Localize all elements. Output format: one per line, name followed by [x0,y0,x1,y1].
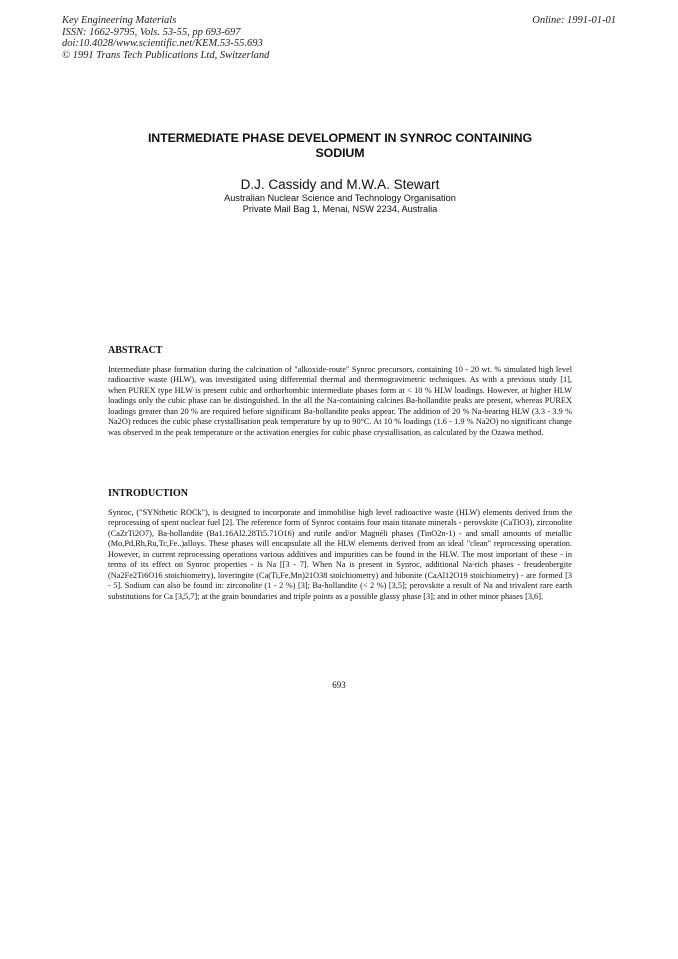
page-number: 693 [332,680,346,690]
issn-line: ISSN: 1662-9795, Vols. 53-55, pp 693-697 [62,26,241,38]
title-line-1: INTERMEDIATE PHASE DEVELOPMENT IN SYNROC CONTAINING [147,131,533,145]
introduction-heading: INTRODUCTION [108,488,189,499]
title-line-2: SODIUM [315,146,365,160]
affiliation-line-2: Private Mail Bag 1, Menai, NSW 2234, Australia [242,204,438,214]
authors: D.J. Cassidy and M.W.A. Stewart [240,177,440,192]
affiliation [80,193,600,215]
doi-line: doi:10.4028/www.scientific.net/KEM.53-55.693 [62,38,263,49]
abstract-text: Intermediate phase formation during the calcination of "alkoxide-route" Synroc precursors, containing 10 - 20 wt. % simulated high level radioactive waste (HLW), was investigated using differential thermal and thermogravimetric techniques. As with a previous study [1], when PUREX type HLW is present cubic and orthorhombic intermediate phases form at < 10 % HLW loadings. However, at higher HLW loadings only the cubic phase can be distinguished. In the all the Na-containing calcines Ba-hollandite peaks are present, whereas PUREX loadings greater than 20 % are required before significant Ba-hollandite peaks appear. The addition of 20 % Na-bearing HLW (3.3 - 3.9 % Na2O) reduces the cubic phase crystallisation peak temperature by up to 90°C. At 10 % loadings (1.6 - 1.9 % Na2O) no significant change was observed in the peak temperature or the activation energies for cubic phase crystallisation, as calculated by the Ozawa method. [108,365,572,437]
journal-header [62,15,269,61]
paper-title [80,131,600,161]
online-date: Online: 1991-01-01 [532,15,616,26]
journal-name: Key Engineering Materials [62,15,177,26]
copyright-line: © 1991 Trans Tech Publications Ltd, Switzerland [62,49,270,61]
introduction-text: Synroc, ("SYNthetic ROCk"), is designed to incorporate and immobilise high level radioactive waste (HLW) elements derived from the reprocessing of spent nuclear fuel [2]. The reference form of Synroc contains four main titanate minerals - perovskite (CaTiO3), zirconolite (CaZrTi2O7), Ba-hollandite (Ba1.16Al2.28Ti5.71O16) and rutile and/or Magnéli phases (TinO2n-1) - and small amounts of metallic (Mo,Pd,Rh,Ru,Tc,Fe..)alloys. These phases will encapsulate all the HLW elements derived from an ideal "clean" reprocessing operation. However, in current reprocessing operations various additives and impurities can be found in the HLW. The most important of these - in terms of its effect on Synroc properties - is Na [[3 - 7]. When Na is present in Synroc, additional Na-rich phases - freudenbergite (Na2Fe2Ti6O16 stoichiometry), loveringite (Ca(Ti,Fe,Mn)21O38 stoichiometry) and hibonite (CaAl12O19 stoichiometry) - are formed [3 - 5]. Sodium can also be found in: zirconolite (1 - 2 %) [3]; Ba-hollandite (< 2 %) [3,5]; perovskite a result of Na and trivalent rare earth substitutions for Ca [3,5,7]; at the grain boundaries and triple points as a possible glassy phase [3]; and in other minor phases [3,6]. [108,508,572,601]
affiliation-line-1: Australian Nuclear Science and Technology Organisation [224,193,456,203]
abstract-heading: ABSTRACT [108,345,163,356]
